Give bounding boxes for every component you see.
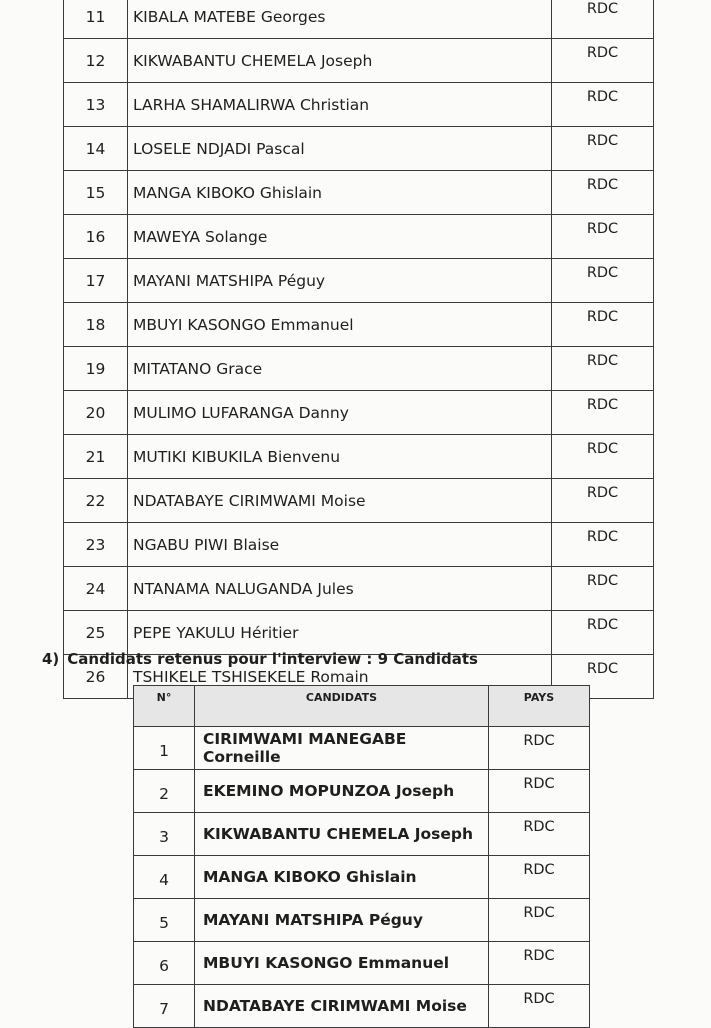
candidate-name: MAYANI MATSHIPA Péguy bbox=[195, 899, 489, 942]
table-row bbox=[64, 347, 654, 391]
country: RDC bbox=[552, 347, 654, 391]
table-row bbox=[64, 39, 654, 83]
candidate-name: LARHA SHAMALIRWA Christian bbox=[128, 83, 552, 127]
country: RDC bbox=[552, 435, 654, 479]
table-row bbox=[64, 83, 654, 127]
table-row bbox=[64, 435, 654, 479]
table-header-row bbox=[134, 686, 590, 727]
country: RDC bbox=[552, 479, 654, 523]
country: RDC bbox=[489, 942, 590, 985]
candidates-list-body bbox=[64, 0, 654, 699]
section-number: 4) bbox=[42, 650, 60, 668]
candidate-name: MANGA KIBOKO Ghislain bbox=[128, 171, 552, 215]
row-number: 6 bbox=[134, 942, 195, 985]
candidate-name: KIKWABANTU CHEMELA Joseph bbox=[128, 39, 552, 83]
country: RDC bbox=[489, 770, 590, 813]
row-number: 21 bbox=[64, 435, 128, 479]
candidate-name: NDATABAYE CIRIMWAMI Moise bbox=[195, 985, 489, 1028]
table-row bbox=[134, 899, 590, 942]
candidate-name: MUTIKI KIBUKILA Bienvenu bbox=[128, 435, 552, 479]
country: RDC bbox=[552, 523, 654, 567]
table-row bbox=[64, 523, 654, 567]
table-row bbox=[64, 611, 654, 655]
table-row bbox=[64, 567, 654, 611]
country: RDC bbox=[552, 655, 654, 699]
candidate-name: NGABU PIWI Blaise bbox=[128, 523, 552, 567]
country: RDC bbox=[552, 0, 654, 39]
table-row bbox=[64, 259, 654, 303]
candidate-name: TSHIKELE TSHISEKELE Romain bbox=[128, 655, 552, 699]
candidates-list-table bbox=[63, 0, 654, 699]
candidate-name: LOSELE NDJADI Pascal bbox=[128, 127, 552, 171]
candidate-name: CIRIMWAMI MANEGABE Corneille bbox=[195, 727, 489, 770]
row-number: 19 bbox=[64, 347, 128, 391]
row-number: 13 bbox=[64, 83, 128, 127]
row-number: 14 bbox=[64, 127, 128, 171]
row-number: 17 bbox=[64, 259, 128, 303]
row-number: 7 bbox=[134, 985, 195, 1028]
table-row bbox=[64, 303, 654, 347]
country: RDC bbox=[552, 303, 654, 347]
table-row bbox=[134, 856, 590, 899]
header-number: N° bbox=[134, 686, 195, 727]
candidate-name: MAWEYA Solange bbox=[128, 215, 552, 259]
section-title: Candidats retenus pour l'interview : 9 Candidats bbox=[67, 650, 478, 668]
candidate-name: MBUYI KASONGO Emmanuel bbox=[128, 303, 552, 347]
candidate-name: NDATABAYE CIRIMWAMI Moise bbox=[128, 479, 552, 523]
country: RDC bbox=[489, 727, 590, 770]
row-number: 12 bbox=[64, 39, 128, 83]
candidate-name: MANGA KIBOKO Ghislain bbox=[195, 856, 489, 899]
country: RDC bbox=[552, 567, 654, 611]
candidate-name: MAYANI MATSHIPA Péguy bbox=[128, 259, 552, 303]
country: RDC bbox=[552, 611, 654, 655]
row-number: 4 bbox=[134, 856, 195, 899]
row-number: 15 bbox=[64, 171, 128, 215]
row-number: 20 bbox=[64, 391, 128, 435]
table-row bbox=[64, 215, 654, 259]
row-number: 1 bbox=[134, 727, 195, 770]
country: RDC bbox=[552, 127, 654, 171]
country: RDC bbox=[552, 391, 654, 435]
country: RDC bbox=[489, 899, 590, 942]
candidate-name: PEPE YAKULU Héritier bbox=[128, 611, 552, 655]
country: RDC bbox=[552, 259, 654, 303]
row-number: 26 bbox=[64, 655, 128, 699]
table-row bbox=[64, 171, 654, 215]
table-row bbox=[134, 727, 590, 770]
table-row bbox=[64, 127, 654, 171]
country: RDC bbox=[552, 215, 654, 259]
country: RDC bbox=[489, 856, 590, 899]
row-number: 18 bbox=[64, 303, 128, 347]
country: RDC bbox=[489, 813, 590, 856]
table-row bbox=[134, 942, 590, 985]
interview-candidates-table bbox=[133, 685, 590, 1028]
candidate-name: KIBALA MATEBE Georges bbox=[128, 0, 552, 39]
row-number: 22 bbox=[64, 479, 128, 523]
country: RDC bbox=[552, 39, 654, 83]
table-row bbox=[64, 0, 654, 39]
candidate-name: MULIMO LUFARANGA Danny bbox=[128, 391, 552, 435]
candidate-name: EKEMINO MOPUNZOA Joseph bbox=[195, 770, 489, 813]
table-row bbox=[134, 813, 590, 856]
candidate-name: MBUYI KASONGO Emmanuel bbox=[195, 942, 489, 985]
row-number: 3 bbox=[134, 813, 195, 856]
row-number: 24 bbox=[64, 567, 128, 611]
header-pays: PAYS bbox=[489, 686, 590, 727]
row-number: 16 bbox=[64, 215, 128, 259]
table-row bbox=[64, 479, 654, 523]
row-number: 11 bbox=[64, 0, 128, 39]
candidate-name: KIKWABANTU CHEMELA Joseph bbox=[195, 813, 489, 856]
country: RDC bbox=[552, 171, 654, 215]
header-candidats: CANDIDATS bbox=[195, 686, 489, 727]
row-number: 5 bbox=[134, 899, 195, 942]
candidate-name: MITATANO Grace bbox=[128, 347, 552, 391]
country: RDC bbox=[552, 83, 654, 127]
table-row bbox=[134, 985, 590, 1028]
row-number: 23 bbox=[64, 523, 128, 567]
table-row bbox=[64, 391, 654, 435]
country: RDC bbox=[489, 985, 590, 1028]
table-row bbox=[134, 770, 590, 813]
candidate-name: NTANAMA NALUGANDA Jules bbox=[128, 567, 552, 611]
section-heading bbox=[42, 650, 478, 668]
interview-candidates-body bbox=[134, 727, 590, 1028]
row-number: 2 bbox=[134, 770, 195, 813]
row-number: 25 bbox=[64, 611, 128, 655]
